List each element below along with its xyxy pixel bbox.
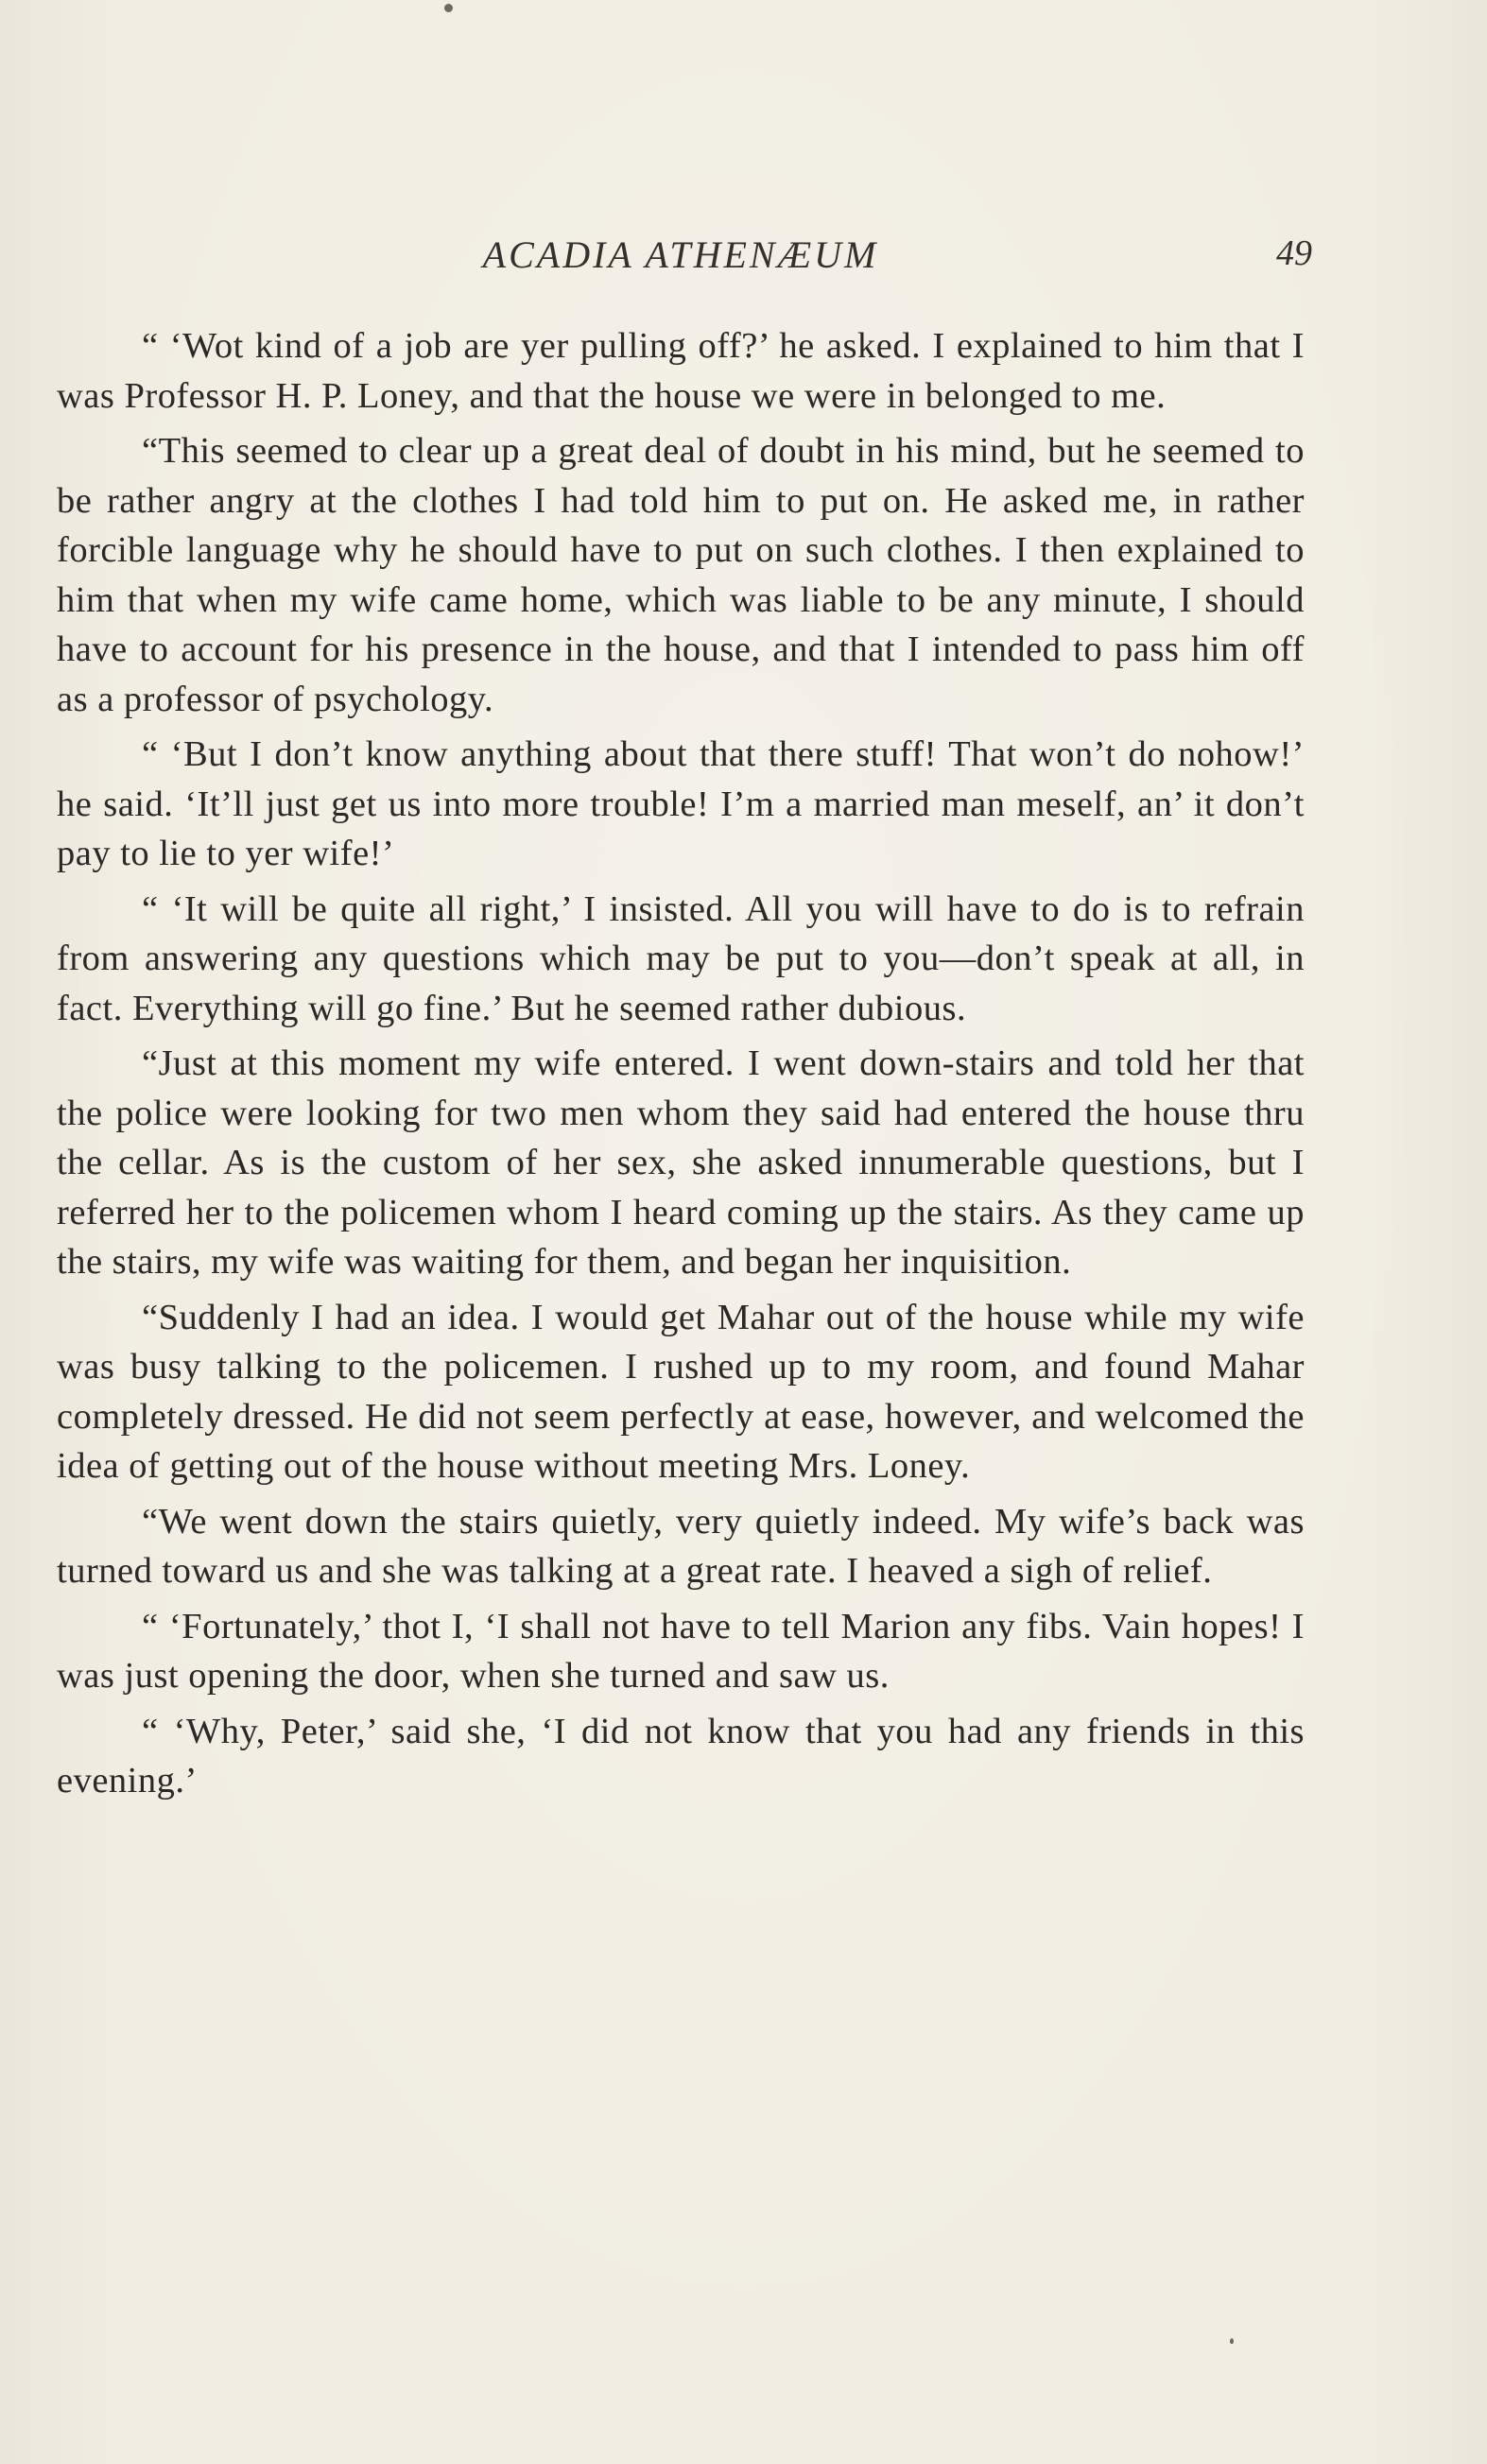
journal-title: ACADIA ATHENÆUM [482, 233, 879, 276]
page-number: 49 [1276, 233, 1312, 273]
paragraph: “We went down the stairs quietly, very quietly indeed. My wife’s back was turned toward us and she was talking at a great rate. I heaved a sigh of relief. [57, 1501, 1305, 1591]
paragraph: “Suddenly I had an idea. I would get Mahar out of the house while my wife was busy talking to the policemen. I rushed up to my room, and found Mahar completely dressed. He did not seem perfectly at ease, however, and welcomed the idea of getting out of the house without meeting Mrs. Loney. [57, 1297, 1305, 1486]
paragraph: “ ‘It will be quite all right,’ I insisted. All you will have to do is to refrain from answering any questions which may be put to you—don’t speak at all, in fact. Everything will go fine.’ But he seemed rather dubious. [57, 888, 1305, 1028]
running-header [57, 233, 1312, 289]
paragraph: “Just at this moment my wife entered. I went down-stairs and told her that the police were looking for two men whom they said had entered the house thru the cellar. As is the custom of her sex, she asked innumerable questions, but I referred her to the policemen whom I heard coming up the stairs. As they came up the stairs, my wife was waiting for them, and began her inquisition. [57, 1043, 1305, 1282]
paragraph: “ ‘But I don’t know anything about that there stuff! That won’t do nohow!’ he said. ‘It’ll just get us into more trouble! I’m a married man meself, an’ it don’t pay to lie to yer wife!’ [57, 734, 1305, 873]
ink-speck [1230, 2338, 1234, 2344]
paragraph: “ ‘Wot kind of a job are yer pulling off?’ he asked. I explained to him that I was Professor H. P. Loney, and that the house we were in belonged to me. [57, 326, 1305, 416]
article-body [57, 321, 1305, 1812]
paragraph: “ ‘Fortunately,’ thot I, ‘I shall not have to tell Marion any fibs. Vain hopes! I was just opening the door, when she turned and saw us. [57, 1606, 1305, 1696]
ink-speck [444, 4, 453, 12]
paragraph: “ ‘Why, Peter,’ said she, ‘I did not know that you had any friends in this evening.’ [57, 1711, 1305, 1801]
paragraph: “This seemed to clear up a great deal of doubt in his mind, but he seemed to be rather angry at the clothes I had told him to put on. He asked me, in rather forcible language why he should have to put on such clothes. I then explained to him that when my wife came home, which was liable to be any minute, I should have to account for his presence in the house, and that I intended to pass him off as a professor of psychology. [57, 431, 1305, 719]
